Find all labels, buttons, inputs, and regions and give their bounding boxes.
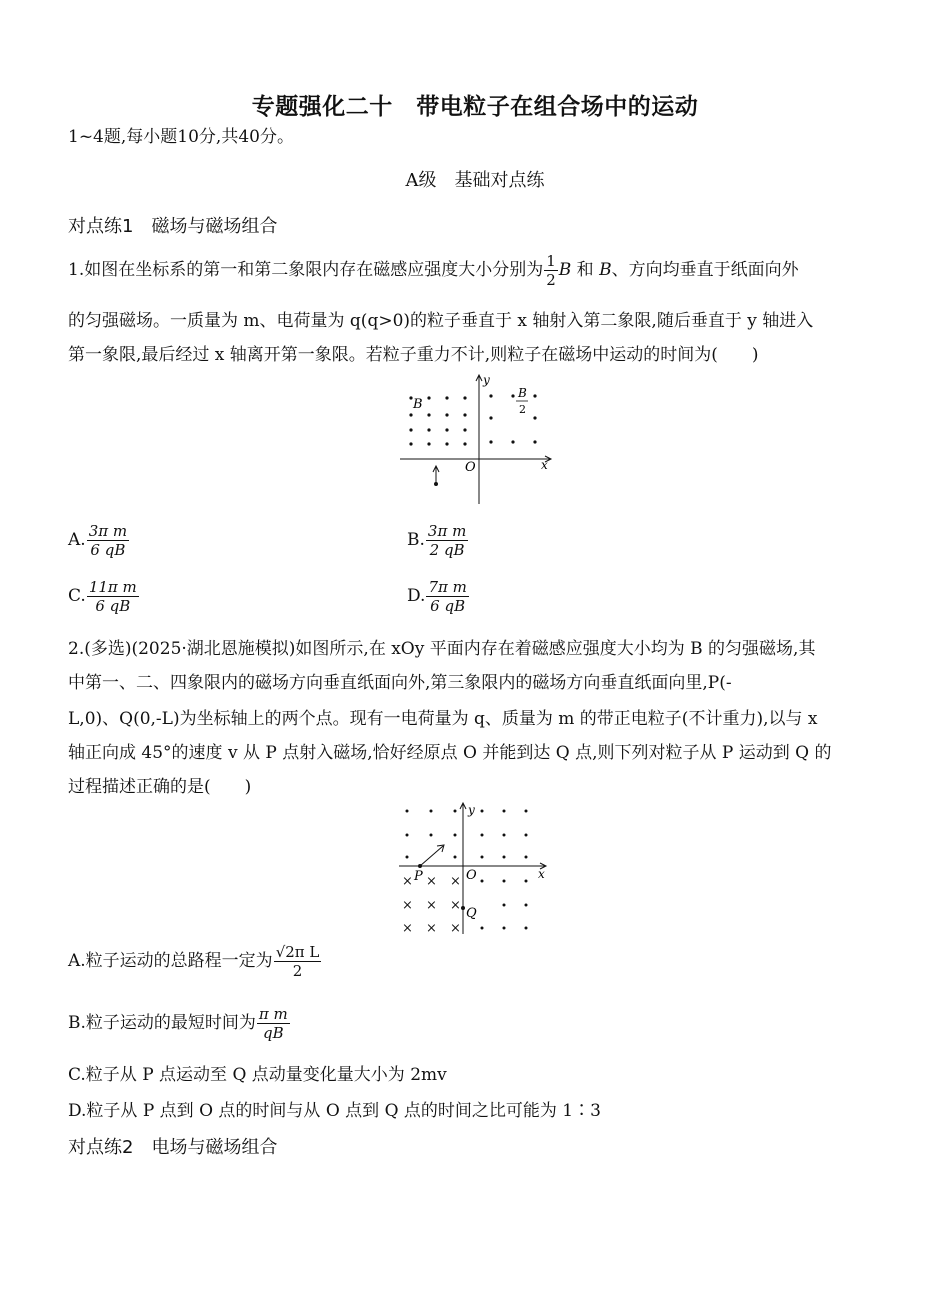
- q1-field-dots: [409, 394, 536, 445]
- q2-option-b[interactable]: [68, 1005, 291, 1042]
- q1-option-d-label: D.: [407, 586, 426, 606]
- q2-option-b-num: π m: [258, 1005, 288, 1023]
- q1-b-left-label: B: [413, 397, 423, 412]
- svg-text:×: ×: [426, 921, 437, 936]
- level-heading: A级 基础对点练: [405, 170, 545, 191]
- svg-text:×: ×: [402, 898, 413, 913]
- q1-line1-text: 1.如图在坐标系的第一和第二象限内存在磁感应强度大小分别为: [68, 260, 544, 280]
- section-heading-2: 对点练2 电场与磁场组合: [68, 1137, 278, 1158]
- q2-option-a-num: √2π L: [275, 943, 320, 961]
- q2-option-b-frac: [257, 1005, 290, 1042]
- q1-particle: [434, 482, 438, 486]
- svg-text:×: ×: [426, 898, 437, 913]
- q1-option-a-frac: [87, 522, 129, 559]
- q2-q-label: Q: [466, 906, 477, 921]
- q1-option-c-num: 11π m: [88, 578, 137, 596]
- q2-p-label: P: [414, 869, 423, 884]
- svg-text:×: ×: [426, 874, 437, 889]
- section-heading-1: 对点练1 磁场与磁场组合: [68, 216, 278, 237]
- svg-text:×: ×: [402, 921, 413, 936]
- q2-option-c[interactable]: C.粒子从 P 点运动至 Q 点动量变化量大小为 2mv: [68, 1065, 447, 1085]
- q2-option-d[interactable]: D.粒子从 P 点到 O 点的时间与从 O 点到 Q 点的时间之比可能为 1∶3: [68, 1101, 601, 1121]
- svg-text:×: ×: [450, 921, 461, 936]
- q1-frac-den: 2: [546, 271, 556, 289]
- q1-option-a-num: 3π m: [88, 522, 128, 540]
- q1-option-b[interactable]: [407, 522, 469, 559]
- q1-option-d-num: 7π m: [428, 578, 467, 596]
- q1-line-2: 的匀强磁场。一质量为 m、电荷量为 q(q>0)的粒子垂直于 x 轴射入第二象限,随后垂直于 y 轴进入: [68, 311, 814, 331]
- q2-line-5: 过程描述正确的是( ): [68, 777, 252, 797]
- q1-y-label: y: [483, 373, 490, 387]
- q2-x-label: x: [538, 867, 545, 881]
- q1-x-label: x: [541, 458, 548, 472]
- svg-text:×: ×: [450, 874, 461, 889]
- q2-option-b-text: B.粒子运动的最短时间为: [68, 1013, 256, 1033]
- q1-option-b-label: B.: [407, 530, 425, 550]
- q1-option-d[interactable]: [407, 578, 470, 615]
- q1-line1-tail: 、方向均垂直于纸面向外: [611, 260, 799, 280]
- q1-option-a-den: 6 qB: [90, 541, 126, 559]
- q1-b-right-num: B: [518, 386, 527, 400]
- q1-b-right-den: 2: [519, 403, 526, 416]
- q2-option-a[interactable]: [68, 943, 322, 980]
- q1-b: B: [599, 260, 612, 280]
- q1-and: 和: [576, 260, 594, 280]
- q2-line-3: L,0)、Q(0,-L)为坐标轴上的两个点。现有一电荷量为 q、质量为 m 的带正电粒子(不计重力),以与 x: [68, 709, 818, 729]
- q1-option-c-label: C.: [68, 586, 86, 606]
- q2-line-2: 中第一、二、四象限内的磁场方向垂直纸面向外,第三象限内的磁场方向垂直纸面向里,P(-: [68, 673, 732, 693]
- svg-text:×: ×: [450, 898, 461, 913]
- q2-option-a-frac: [274, 943, 322, 980]
- q1-option-c-frac: [87, 578, 139, 615]
- q2-origin-label: O: [466, 868, 477, 883]
- q1-option-d-frac: [426, 578, 468, 615]
- q2-figure: [395, 800, 555, 940]
- q1-option-c[interactable]: [68, 578, 140, 615]
- q2-option-b-den: qB: [263, 1024, 284, 1042]
- q1-option-d-den: 6 qB: [430, 597, 466, 615]
- scoring-note: 1~4题,每小题10分,共40分。: [68, 127, 294, 147]
- q1-option-b-num: 3π m: [427, 522, 467, 540]
- q1-option-b-den: 2 qB: [429, 541, 465, 559]
- q1-figure: [395, 368, 555, 508]
- q2-line-4: 轴正向成 45°的速度 v 从 P 点射入磁场,恰好经原点 O 并能到达 Q 点,则下列对粒子从 P 运动到 Q 的: [68, 743, 832, 763]
- q1-option-a-label: A.: [68, 530, 86, 550]
- q1-option-b-frac: [426, 522, 468, 559]
- q1-option-c-den: 6 qB: [95, 597, 131, 615]
- q2-option-a-den: 2: [292, 962, 303, 980]
- q1-b-half: B: [558, 260, 572, 280]
- q1-option-a[interactable]: [68, 522, 130, 559]
- q1-fraction: [544, 252, 558, 289]
- q1-line-3: 第一象限,最后经过 x 轴离开第一象限。若粒子重力不计,则粒子在磁场中运动的时间为( ): [68, 345, 759, 365]
- q2-option-a-text: A.粒子运动的总路程一定为: [68, 951, 273, 971]
- q2-velocity-arrow: [420, 846, 443, 866]
- q2-point-q: [461, 906, 465, 910]
- q1-line-1: [68, 252, 799, 289]
- q2-inward-crosses: [402, 874, 461, 936]
- page-title: 专题强化二十 带电粒子在组合场中的运动: [251, 94, 699, 120]
- q1-frac-num: 1: [546, 252, 556, 270]
- q1-origin-label: O: [465, 460, 476, 475]
- q2-line-1: 2.(多选)(2025·湖北恩施模拟)如图所示,在 xOy 平面内存在着磁感应强度大小均为 B 的匀强磁场,其: [68, 639, 816, 659]
- q2-y-label: y: [468, 803, 475, 817]
- svg-text:×: ×: [402, 874, 413, 889]
